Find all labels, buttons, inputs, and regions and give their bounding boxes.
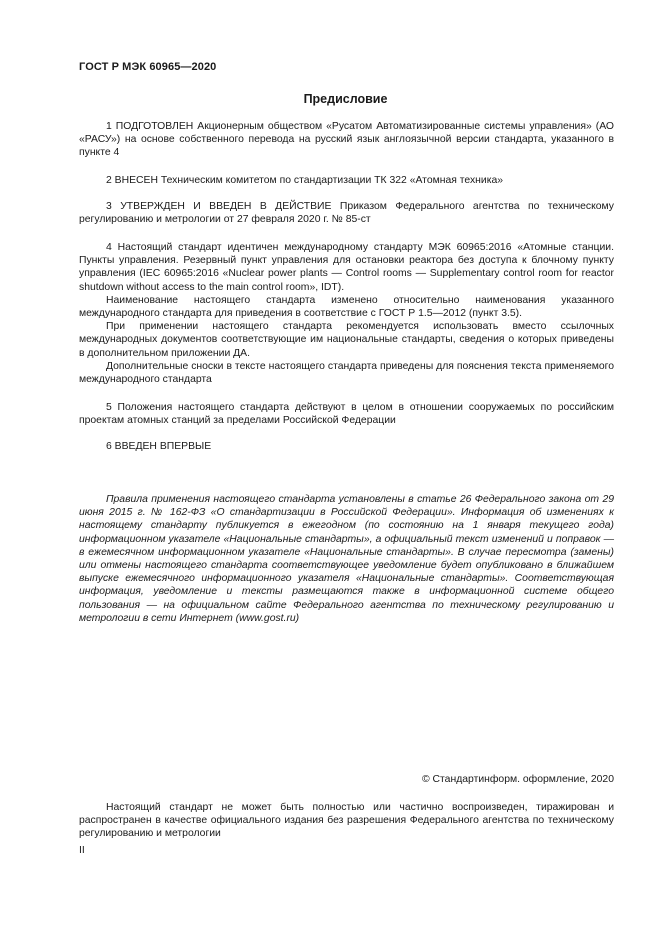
section-4-paragraph: Дополнительные сноски в тексте настоящего стандарта приведены для пояснения текста применяемого международного стандарта bbox=[79, 360, 614, 386]
page-number: II bbox=[79, 845, 85, 856]
section-4-paragraph: 4 Настоящий стандарт идентичен международному стандарту МЭК 60965:2016 «Атомные станции. Пункты управления. Резервный пункт управления для остановки реактора без доступа к блочному пункту управления (IEC 60965:2016 «Nuclear power plants — Control rooms — Supplementary control room for reactor shutdown without access to the main control room», IDT). bbox=[79, 242, 614, 293]
reproduction-notice bbox=[79, 801, 614, 841]
section-4-paragraph: Наименование настоящего стандарта изменено относительно наименования указанного международного стандарта для приведения в соответствие с ГОСТ Р 1.5—2012 (пункт 3.5). bbox=[79, 294, 614, 320]
standard-notice-text: Правила применения настоящего стандарта установлены в статье 26 Федерального закона от 29 июня 2015 г. № 162-ФЗ «О стандартизации в Российской Федерации». Информация об изменениях к настоящему стандарту публикуется в ежегодном (по состоянию на 1 января текущего года) информационном указателе «Национальные стандарты», а официальный текст изменений и поправок — в ежемесячном информационном указателе «Национальные стандарты». В случае пересмотра (замены) или отмены настоящего стандарта соответствующее уведомление будет опубликовано в ближайшем выпуске ежемесячного информационного указателя «Национальные стандарты». Соответствующая информация, уведомление и тексты размещаются также в информационной системе общего пользования — на официальном сайте Федерального агентства по техническому регулированию и метрологии в сети Интернет (www.gost.ru) bbox=[79, 494, 614, 624]
reproduction-notice-text: Настоящий стандарт не может быть полностью или частично воспроизведен, тиражирован и распространен в качестве официального издания без разрешения Федерального агентства по техническому регулированию и метрологии bbox=[79, 802, 614, 840]
standard-notice bbox=[79, 493, 614, 625]
section-1 bbox=[79, 120, 614, 160]
section-4-paragraph: При применении настоящего стандарта рекомендуется использовать вместо ссылочных международных документов соответствующие им национальные стандарты, сведения о которых приведены в дополнительном приложении ДА. bbox=[79, 321, 614, 359]
page-title: Предисловие bbox=[303, 92, 388, 106]
section-3 bbox=[79, 200, 614, 226]
section-6 bbox=[79, 440, 614, 453]
section-2-text: 2 ВНЕСЕН Техническим комитетом по стандартизации ТК 322 «Атомная техника» bbox=[106, 175, 504, 186]
document-header: ГОСТ Р МЭК 60965—2020 bbox=[79, 61, 217, 73]
section-5 bbox=[79, 401, 614, 427]
section-1-text: 1 ПОДГОТОВЛЕН Акционерным обществом «Русатом Автоматизированные системы управления» (АО «РАСУ») на основе собственного перевода на русский язык англоязычной версии стандарта, указанного в пункте 4 bbox=[79, 121, 614, 159]
section-2 bbox=[79, 174, 614, 187]
section-5-text: 5 Положения настоящего стандарта действуют в целом в отношении сооружаемых по российским проектам атомных станций за пределами Российской Федерации bbox=[79, 402, 614, 427]
section-4 bbox=[79, 241, 614, 386]
section-3-text: 3 УТВЕРЖДЕН И ВВЕДЕН В ДЕЙСТВИЕ Приказом Федерального агентства по техническому регулированию и метрологии от 27 февраля 2020 г. № 85-ст bbox=[79, 201, 614, 226]
section-6-text: 6 ВВЕДЕН ВПЕРВЫЕ bbox=[106, 441, 212, 452]
copyright-line: © Стандартинформ. оформление, 2020 bbox=[421, 774, 614, 785]
